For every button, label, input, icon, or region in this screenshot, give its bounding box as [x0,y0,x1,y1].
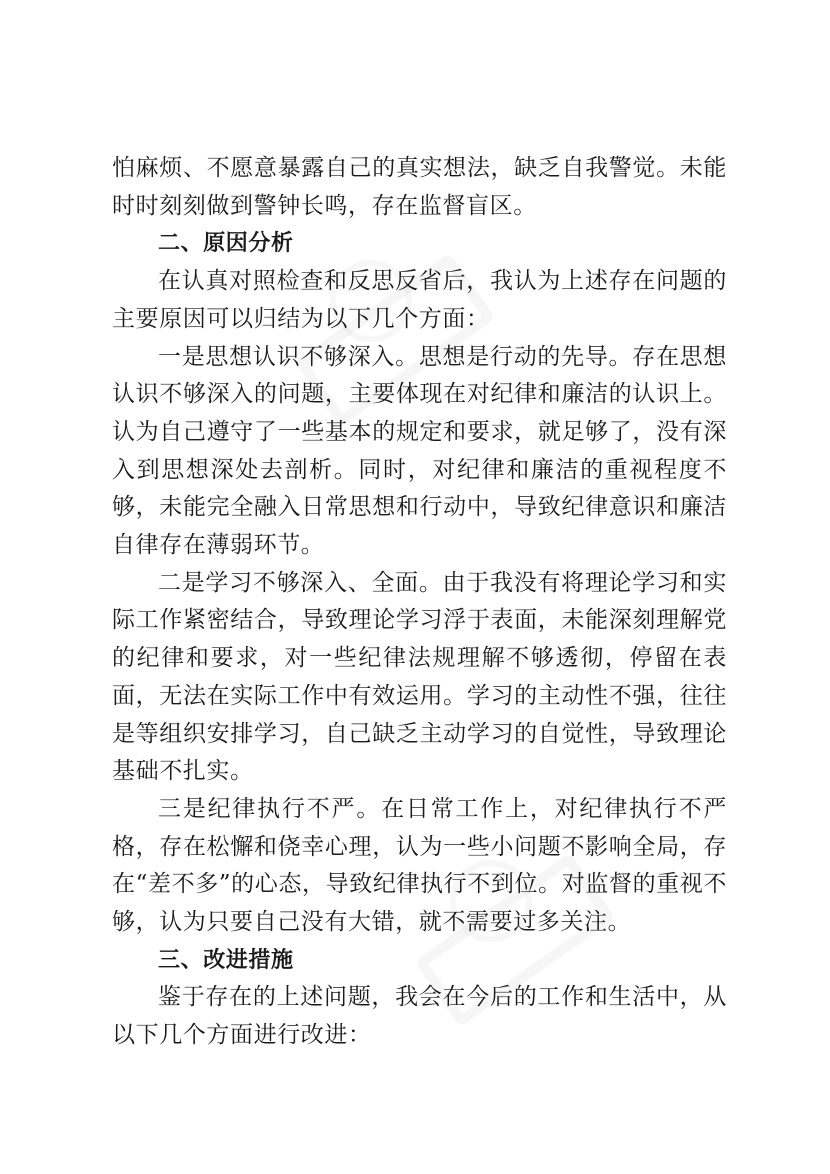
paragraph-point-one: 一是思想认识不够深入。思想是行动的先导。存在思想认识不够深入的问题，主要体现在对纪律和廉洁的认识上。认为自己遵守了一些基本的规定和要求，就足够了，没有深入到思想深处去剖析。同时，对纪律和廉洁的重视程度不够，未能完全融入日常思想和行动中，导致纪律意识和廉洁自律存在薄弱环节。 [112,343,727,559]
paragraph-point-three: 三是纪律执行不严。在日常工作上，对纪律执行不严格，存在松懈和侥幸心理，认为一些小问题不影响全局，存在“差不多”的心态，导致纪律执行不到位。对监督的重视不够，认为只要自己没有大错，就不需要过多关注。 [112,795,727,936]
paragraph-continuation: 怕麻烦、不愿意暴露自己的真实想法，缺乏自我警觉。未能时时刻刻做到警钟长鸣，存在监督盲区。 [112,155,727,219]
section-heading-cause-analysis: 二、原因分析 [158,231,294,257]
paragraph-improvement-intro: 鉴于存在的上述问题，我会在今后的工作和生活中，从以下几个方面进行改进： [112,984,727,1049]
document-body [112,150,727,1055]
paragraph-point-two: 二是学习不够深入、全面。由于我没有将理论学习和实际工作紧密结合，导致理论学习浮于表面，未能深刻理解党的纪律和要求，对一些纪律法规理解不够透彻，停留在表面，无法在实际工作中有效运用。学习的主动性不强，往往是等组织安排学习，自己缺乏主动学习的自觉性，导致理论基础不扎实。 [112,569,727,785]
section-heading-improvement: 三、改进措施 [158,947,294,973]
paragraph-intro: 在认真对照检查和反思反省后，我认为上述存在问题的主要原因可以归结为以下几个方面： [112,268,727,332]
